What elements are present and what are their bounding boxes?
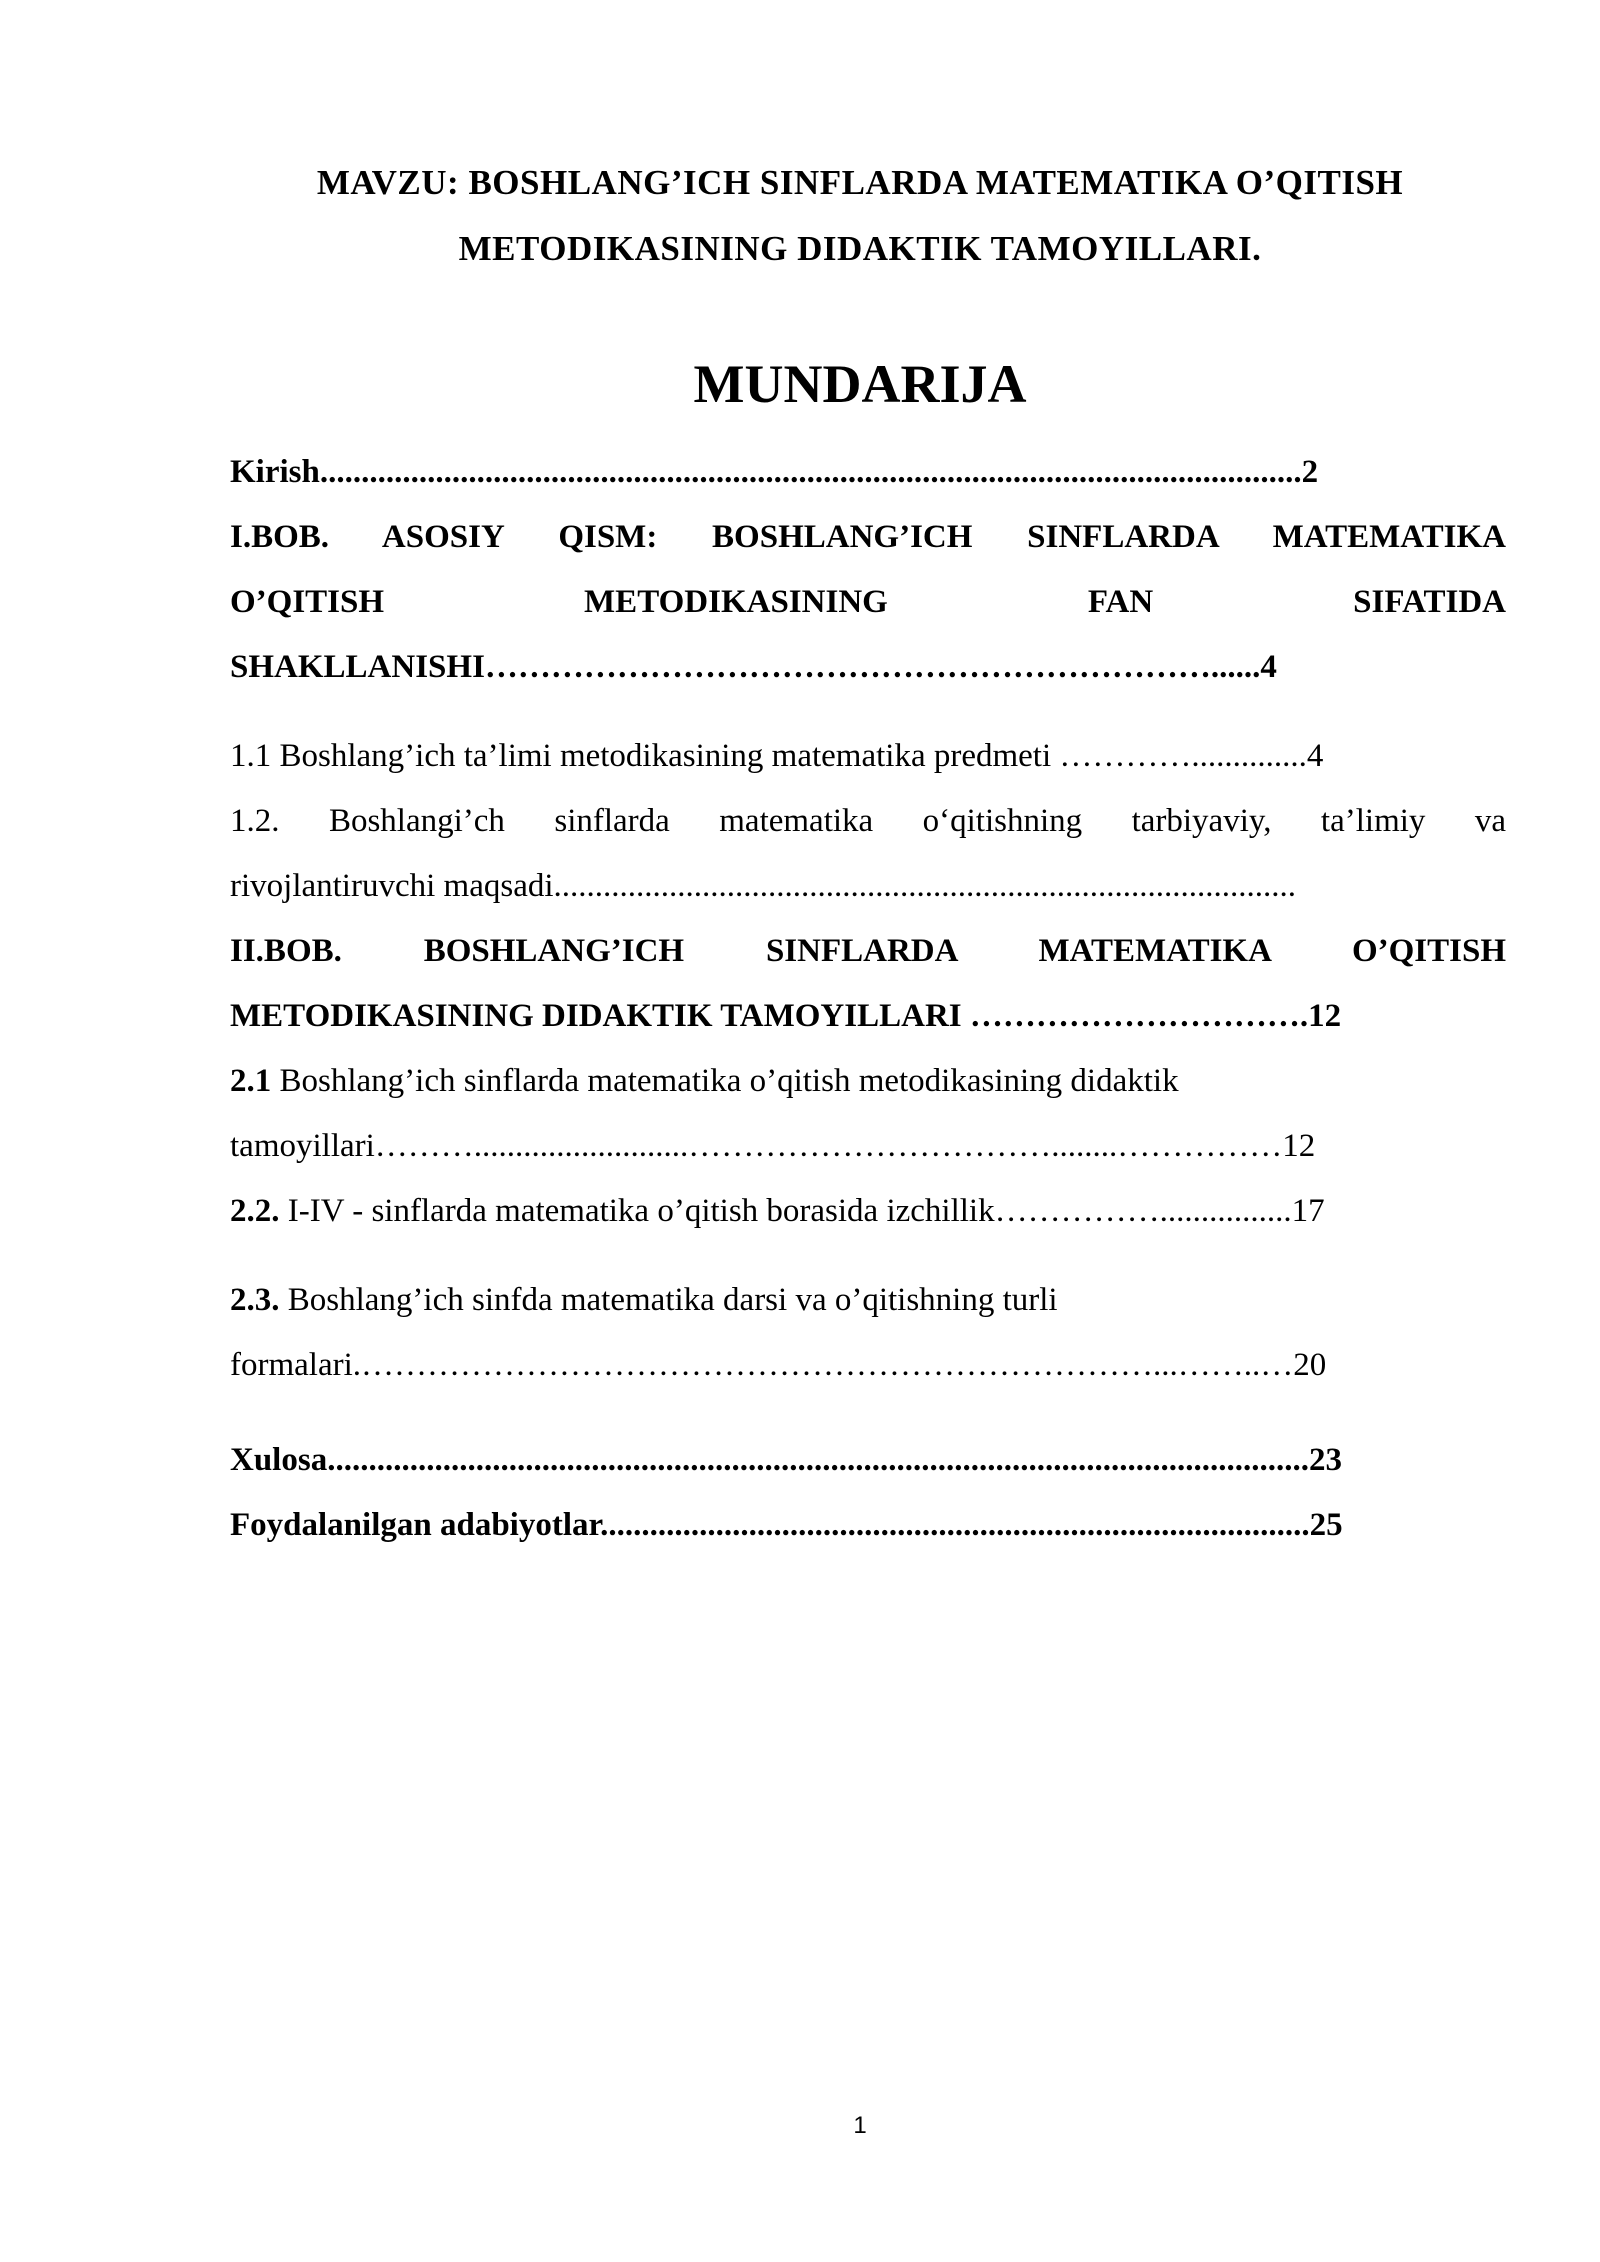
spacer (230, 700, 1506, 724)
document-topic (230, 150, 1490, 282)
toc-entry-foydalanilgan-adabiyotlar: Foydalanilgan adabiyotlar......................................................................................25 (230, 1507, 1343, 1543)
topic-line-2: METODIKASINING DIDAKTIK TAMOYILLARI. (458, 229, 1262, 268)
toc-section-2-1-number: 2.1 (230, 1063, 272, 1099)
toc-section-2-1-title: Boshlang’ich sinflarda matematika o’qitish metodikasining didaktik (271, 1063, 1179, 1099)
toc-section-1-2-line-1: 1.2. Boshlangi’ch sinflarda matematika o‘qitishning tarbiyaviy, ta’limiy va (230, 803, 1506, 839)
spacer (230, 1244, 1506, 1268)
toc-entry-section-2-1 (230, 1049, 1506, 1179)
toc-entry-chapter-2 (230, 919, 1506, 1049)
table-of-contents (230, 440, 1506, 1558)
toc-chapter-1-line-3: SHAKLLANISHI…………………………………………………………......4 (230, 649, 1277, 685)
toc-section-2-3-number: 2.3. (230, 1282, 280, 1318)
toc-section-2-1-line-1 (230, 1049, 1506, 1114)
page-number: 1 (853, 2112, 867, 2139)
toc-section-2-3-line-1 (230, 1268, 1506, 1333)
topic-line-1: MAVZU: BOSHLANG’ICH SINFLARDA MATEMATIKA O’QITISH (316, 163, 1404, 202)
toc-chapter-2-line-2: METODIKASINING DIDAKTIK TAMOYILLARI ………………………….12 (230, 998, 1342, 1034)
toc-chapter-2-line-1: II.BOB. BOSHLANG’ICH SINFLARDA MATEMATIKA O’QITISH (230, 933, 1506, 969)
toc-section-2-3-line-2: formalari.………………………………………………………………...……..…20 (230, 1347, 1327, 1383)
toc-entry-section-2-3 (230, 1268, 1506, 1398)
toc-entry-kirish: Kirish.......................................................................................................................2 (230, 454, 1319, 490)
toc-entry-section-1-1: 1.1 Boshlang’ich ta’limi metodikasining matematika predmeti …………..............4 (230, 738, 1324, 774)
spacer (230, 1398, 1506, 1428)
toc-heading: MUNDARIJA (693, 354, 1027, 414)
toc-entry-xulosa: Xulosa.......................................................................................................................23 (230, 1442, 1342, 1478)
toc-entry-chapter-1 (230, 505, 1506, 700)
toc-section-2-3-title: Boshlang’ich sinfda matematika darsi va o’qitishning turli (279, 1282, 1058, 1318)
toc-section-2-2-number: 2.2. (230, 1193, 280, 1229)
toc-chapter-1-line-2: O’QITISH METODIKASINING FAN SIFATIDA (230, 584, 1506, 620)
toc-section-1-2-line-2: rivojlantiruvchi maqsadi.......................................................................................... (230, 868, 1297, 904)
toc-section-2-1-line-2: tamoyillari………..........................……………………………........……………12 (230, 1128, 1316, 1164)
toc-entry-section-1-2 (230, 789, 1506, 919)
toc-section-2-2-title: I-IV - sinflarda matematika o’qitish borasida izchillik……………................17 (279, 1193, 1325, 1229)
toc-entry-section-2-2 (230, 1179, 1506, 1244)
toc-chapter-1-line-1: I.BOB. ASOSIY QISM: BOSHLANG’ICH SINFLARDA MATEMATIKA (230, 519, 1506, 555)
